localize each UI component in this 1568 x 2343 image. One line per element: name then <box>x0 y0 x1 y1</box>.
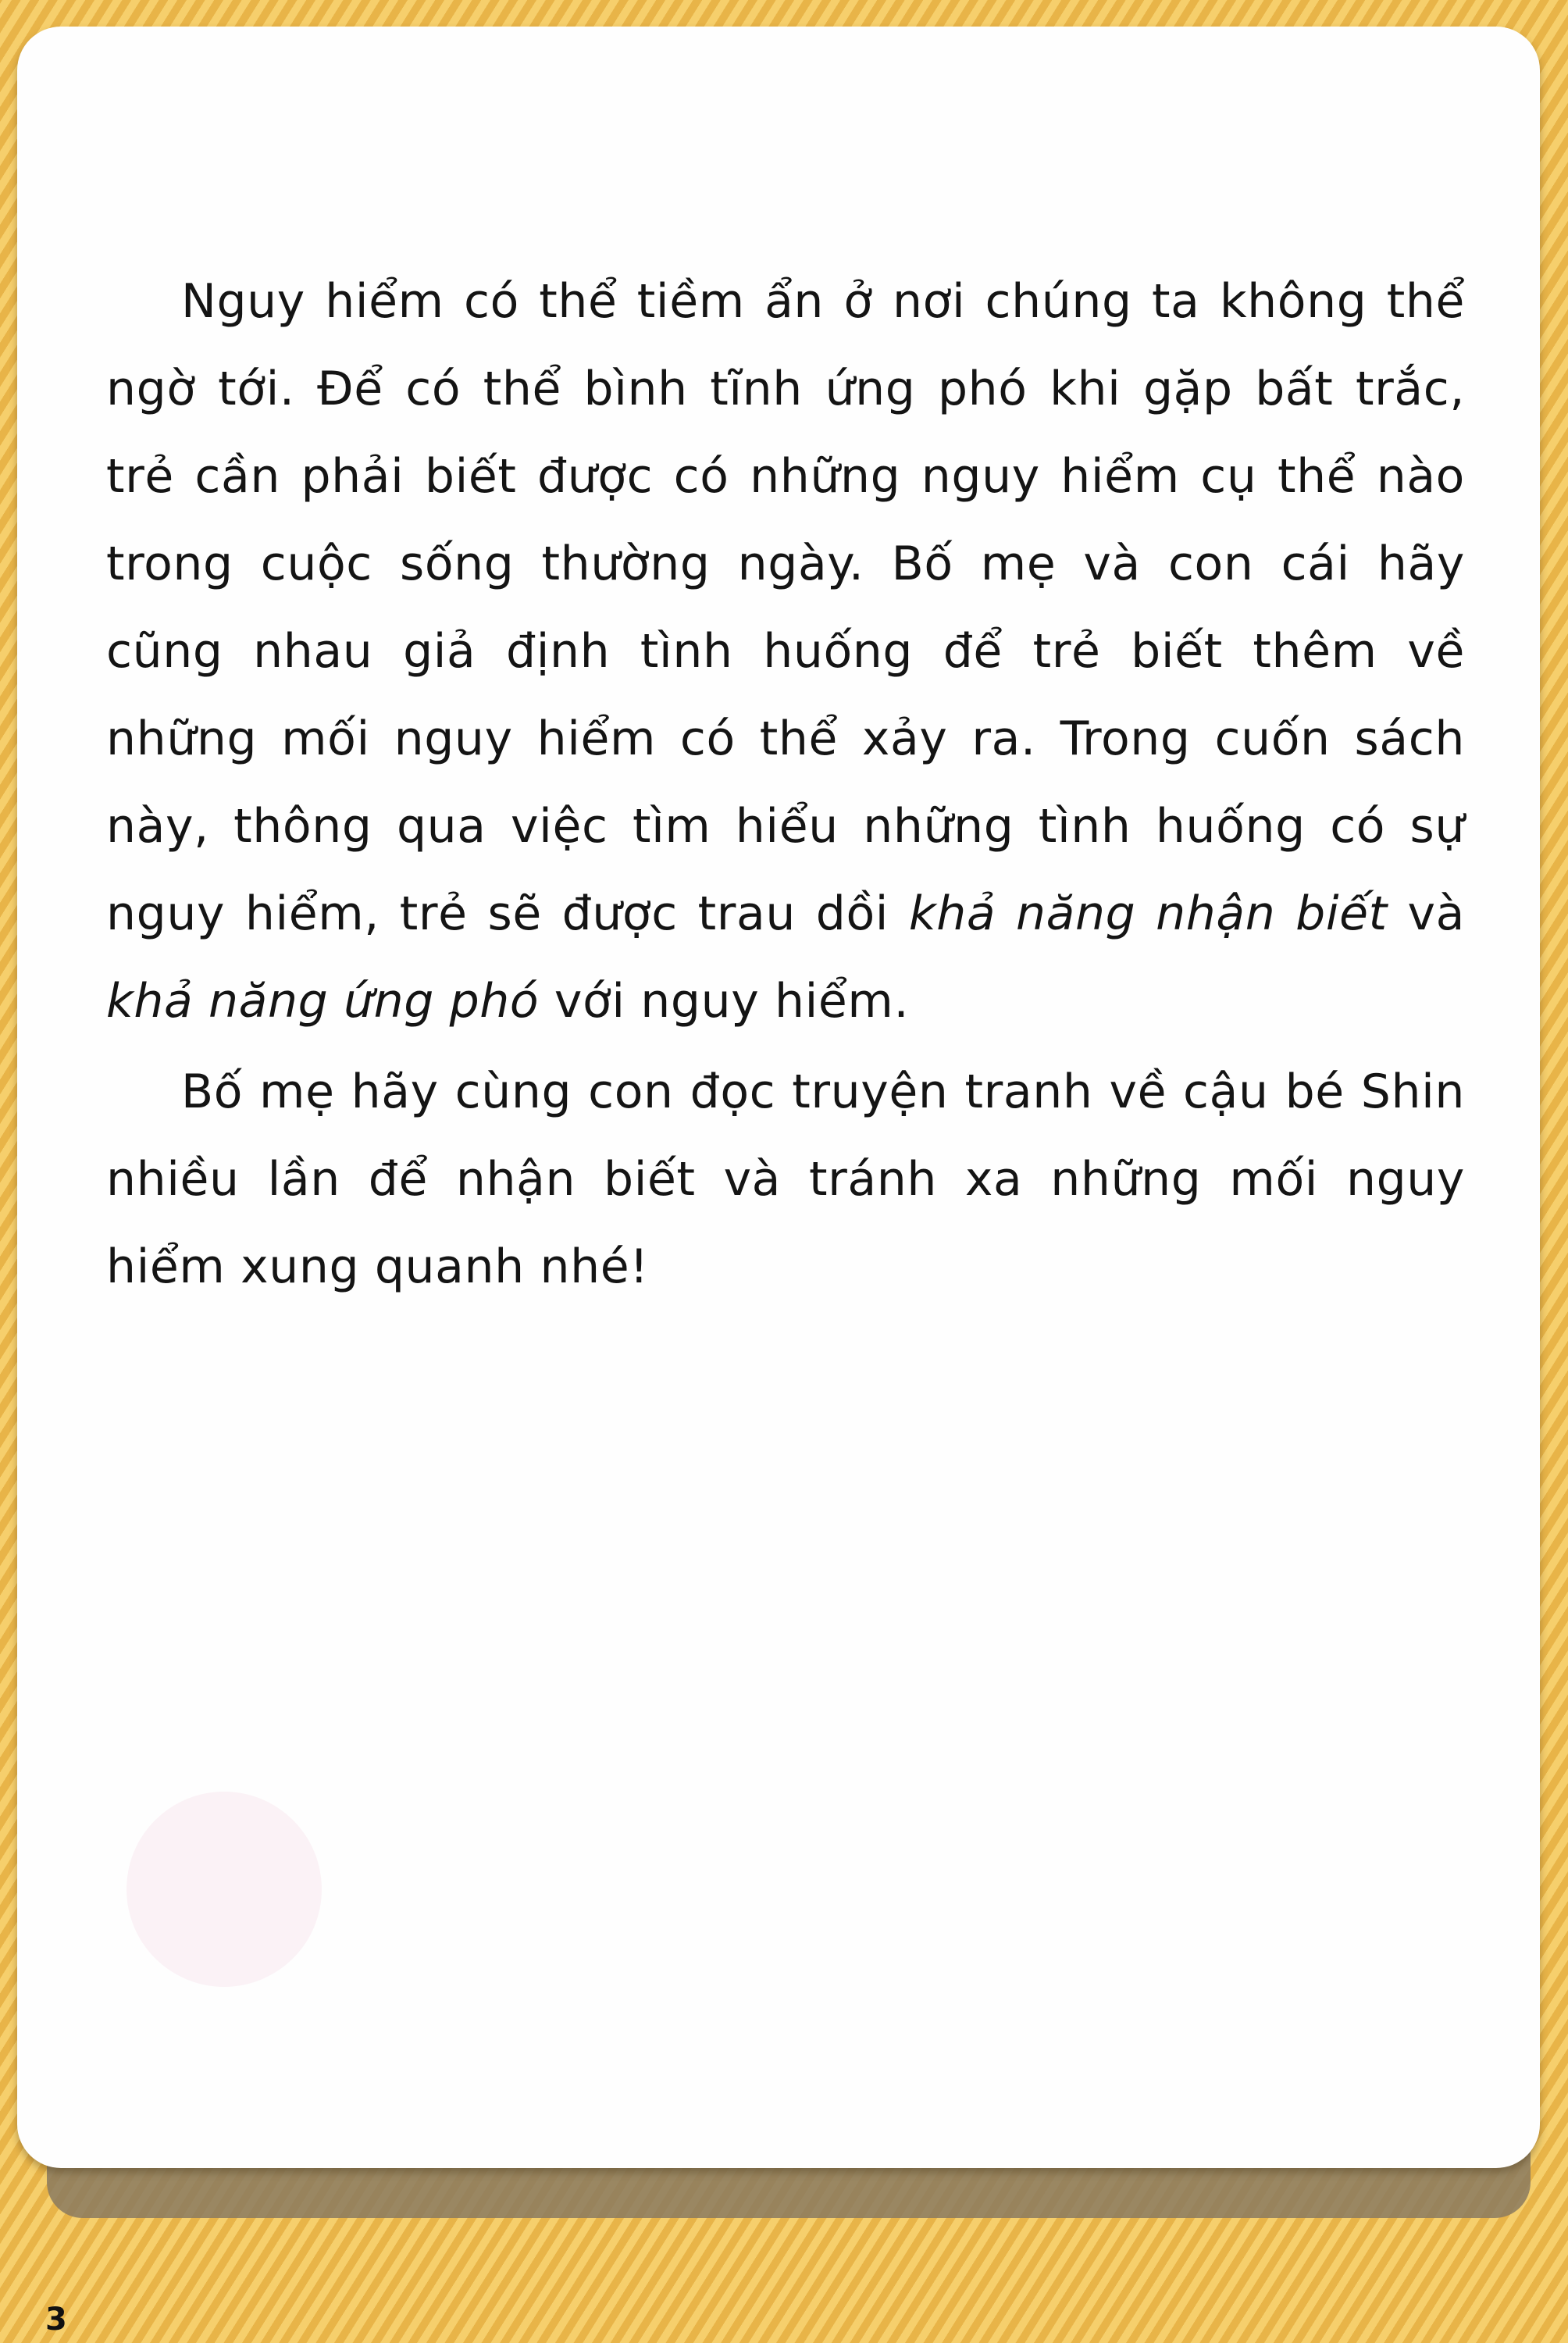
emphasis-recognition: khả năng nhận biết <box>908 886 1388 941</box>
paragraph-1-ending: với nguy hiểm. <box>539 974 910 1029</box>
paragraph-1-connector: và <box>1387 886 1465 941</box>
paragraph-1-text: Nguy hiểm có thể tiềm ẩn ở nơi chúng ta không thể ngờ tới. Để có thể bình tĩnh ứng phó khi gặp bất trắc, trẻ cần phải biết được có những nguy hiểm cụ thể nào trong cuộc sống thường ngày. Bố mẹ và con cái hãy cũng nhau giả định tình huống để trẻ biết thêm về những mối nguy hiểm có thể xảy ra. Trong cuốn sách này, thông qua việc tìm hiểu những tình huống có sự nguy hiểm, trẻ sẽ được trau dồi <box>106 274 1465 941</box>
page-number: 3 <box>45 2302 67 2338</box>
body-text <box>106 258 1465 1311</box>
emphasis-response: khả năng ứng phó <box>106 974 540 1029</box>
faint-background-circle <box>127 1792 322 1987</box>
paragraph-1 <box>106 258 1465 1045</box>
paragraph-2: Bố mẹ hãy cùng con đọc truyện tranh về cậu bé Shin nhiều lần để nhận biết và tránh xa những mối nguy hiểm xung quanh nhé! <box>106 1065 1465 1294</box>
